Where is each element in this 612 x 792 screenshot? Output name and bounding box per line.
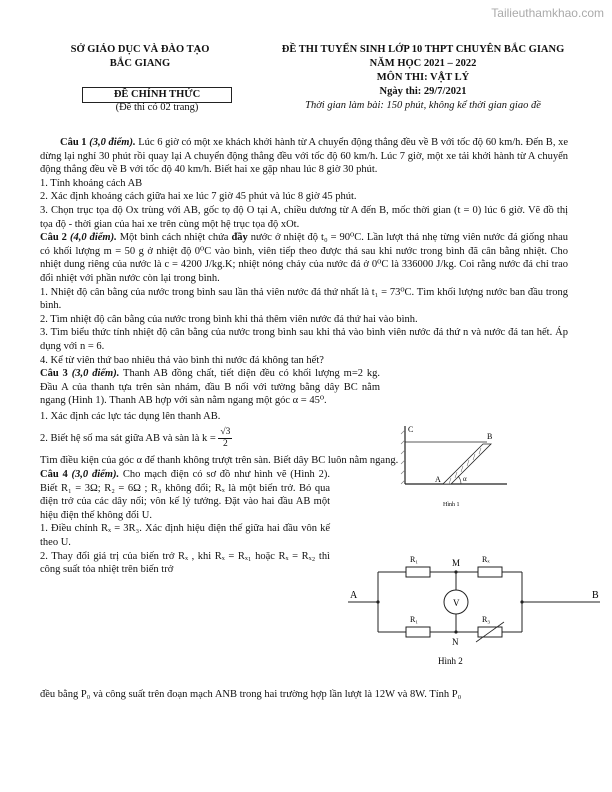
label-c: C (408, 425, 414, 434)
label-a: A (435, 475, 441, 484)
q2-item-4: 4. Kể từ viên thứ bao nhiêu thả vào bình thì nước đá không tan hết? (40, 354, 324, 366)
school-year: NĂM HỌC 2021 – 2022 (369, 58, 477, 69)
q4-item-2: 2. Thay đổi giá trị của biến trở Rₓ , khi Rₓ = Rₓ₁ hoặc Rₓ = Rₓ₂ thì công suất tỏa nhiệt trên biến trở (40, 550, 330, 576)
label-alpha: α (463, 475, 467, 483)
q4-item-2-continued: đều bằng P₀ và công suất trên đoạn mạch ANB trong hai trường hợp lần lượt là 12W và 8W. Tính P₀ (40, 689, 462, 700)
question-2 (40, 231, 568, 285)
rod-ab (443, 444, 491, 484)
q2-item-1: 1. Nhiệt độ cân bằng của nước trong bình sau lần thả viên nước đá thứ nhất là t₁ = 73⁰C. Tìm khối lượng nước ban đầu trong bình. (40, 286, 568, 312)
q3-title: Câu 3 (40, 368, 68, 380)
q2-item-2: 2. Tìm nhiệt độ cân bằng của nước trong bình khi thả thêm viên nước đá thứ hai vào bình. (40, 313, 418, 325)
q1-text: Lúc 6 giờ có một xe khách khởi hành từ A chuyển động thẳng đều về B với tốc độ 60 km/h. Đến B, xe dừng lại nghỉ 30 phút rồi quay lại A chuyển động thẳng đều với tốc độ 60 km/h. Lúc 7 giờ, một xe tải khởi hành từ A chuyển động thẳng đều về B với tốc độ 40 km/h. Biết hai xe gặp nhau lúc 8 giờ 30 phút. (40, 137, 568, 176)
q2-title: Câu 2 (40, 232, 67, 244)
time-limit: Thời gian làm bài: 150 phút, không kể thời gian giao đề (305, 100, 541, 111)
q2-item-3: 3. Tìm biểu thức tính nhiệt độ cân bằng của nước trong bình sau khi thả vào bình viên nước đá thứ n và nước đá tan hết. Áp dụng với n = 6. (40, 327, 568, 352)
label-r1-top: R₁ (410, 555, 419, 564)
label-r1-bottom: R₁ (410, 615, 419, 624)
q3-item-1: 1. Xác định các lực tác dụng lên thanh AB. (40, 410, 221, 422)
q1-item-1: 1. Tính khoảng cách AB (40, 177, 143, 189)
figure-1-rod (395, 420, 515, 512)
label-b: B (487, 432, 493, 441)
q4-text: Cho mạch điện có sơ đồ như hình vẽ (Hình 2). Biết R₁ = 3Ω; R₂ = 6Ω ; R₃ không đổi; Rₓ là một biến trở. Bỏ qua điện trở của các dây nối; vôn kế lý tưởng. Đặt vào hai đầu AB một hiệu điện thế không đổi U. (40, 469, 330, 521)
node-m-dot (454, 570, 457, 573)
label-m: M (452, 558, 461, 568)
resistor-r3 (478, 567, 502, 577)
alpha-angle-arc (458, 476, 461, 484)
question-4 (40, 468, 330, 522)
wall-hatching (401, 430, 405, 484)
department-name: SỞ GIÁO DỤC VÀ ĐÀO TẠO (70, 44, 210, 55)
q2-text-bold: đầy (231, 232, 248, 244)
figure-2-caption: Hình 2 (438, 656, 463, 666)
friction-fraction (218, 427, 232, 450)
official-exam-box: ĐỀ CHÍNH THỨC (82, 87, 232, 103)
q3-item-2-text: 2. Biết hệ số ma sát giữa AB và sàn là k = (40, 433, 216, 445)
q4-title: Câu 4 (40, 469, 68, 481)
fraction-denominator: 2 (223, 439, 228, 450)
exam-title: ĐỀ THI TUYỂN SINH LỚP 10 THPT CHUYÊN BẮC GIANG (281, 44, 565, 55)
label-v: V (453, 598, 460, 608)
resistor-r1-top (406, 567, 430, 577)
q2-points: (4,0 điểm). (69, 232, 117, 244)
label-a: A (350, 590, 358, 601)
question-3 (40, 367, 380, 408)
label-b: B (592, 590, 599, 601)
fraction-numerator: √3 (220, 427, 231, 438)
node-dot-left (376, 600, 379, 603)
q1-points: (3,0 điểm). (89, 137, 136, 148)
page-count-note: (Đề thi có 02 trang) (115, 102, 199, 113)
label-rx-top: Rₓ (482, 555, 490, 564)
label-r3-bottom: R₃ (482, 615, 491, 624)
q1-title: Câu 1 (60, 137, 87, 148)
q3-item-2 (40, 427, 380, 450)
department-header (40, 43, 240, 71)
exam-date: Ngày thi: 29/7/2021 (379, 86, 467, 97)
node-n-dot (454, 630, 457, 633)
q3-points: (3,0 điểm). (71, 368, 120, 380)
q3-text: Thanh AB đồng chất, tiết diện đều có khối lượng m=2 kg. Đầu A của thanh tựa trên sàn nhám, đầu B nối với tường bằng dây BC nằm ngang (Hình 1). Thanh AB hợp với sàn nằm ngang một góc α = 45⁰. (40, 368, 381, 407)
subject: MÔN THI: VẬT LÝ (376, 72, 470, 83)
node-dot-right (520, 600, 523, 603)
province-name: BẮC GIANG (109, 58, 171, 69)
q4-item-1: 1. Điều chỉnh Rₓ = 3R₃. Xác định hiệu điện thế giữa hai đầu vôn kế theo U. (40, 523, 330, 549)
figure-2-circuit (338, 542, 608, 670)
circuit-wires (348, 572, 600, 632)
q2-text-a: Một bình cách nhiệt chứa (119, 232, 229, 244)
exam-header (238, 43, 608, 113)
q1-item-2: 2. Xác định khoảng cách giữa hai xe lúc 7 giờ 45 phút và lúc 8 giờ 45 phút. (40, 191, 357, 203)
figure-1-caption: Hình 1 (443, 502, 460, 508)
watermark: Tailieuthamkhao.com (491, 6, 604, 20)
question-1 (40, 136, 568, 177)
label-n: N (452, 637, 459, 647)
q1-item-3: 3. Chọn trục tọa độ Ox trùng với AB, gốc tọ độ O tại A, chiều dương từ A đến B, mốc thời gian (t = 0) lúc 6 giờ. Vẽ đồ thị tọa độ - thời gian của hai xe trên cùng một hệ trục tọa độ xOt. (40, 204, 568, 230)
resistor-r2-bottom (406, 627, 430, 637)
q3-item-2-condition: Tìm điều kiện của góc α để thanh không trượt trên sàn. Biết dây BC luôn nằm ngang. (40, 455, 399, 467)
q2-text-c: nước ở nhiệt độ t₀ = 90⁰C. Lần lượt thả nhẹ từng viên nước đá giống nhau có khối lượng m = 50 g ở nhiệt độ 0⁰C vào bình, viên tiếp theo được thả sau khi nước trong bình đã cân bằng nhiệt. Cho nhiệt dung riêng của nước là c = 4200 J/kg.K; nhiệt nóng chảy của nước đá ở 0⁰C là 336000 J/kg. Coi rằng nước đá chỉ trao đổi nhiệt với phần nước còn lại trong bình. (40, 232, 568, 284)
q4-points: (3,0 điểm). (71, 469, 120, 481)
